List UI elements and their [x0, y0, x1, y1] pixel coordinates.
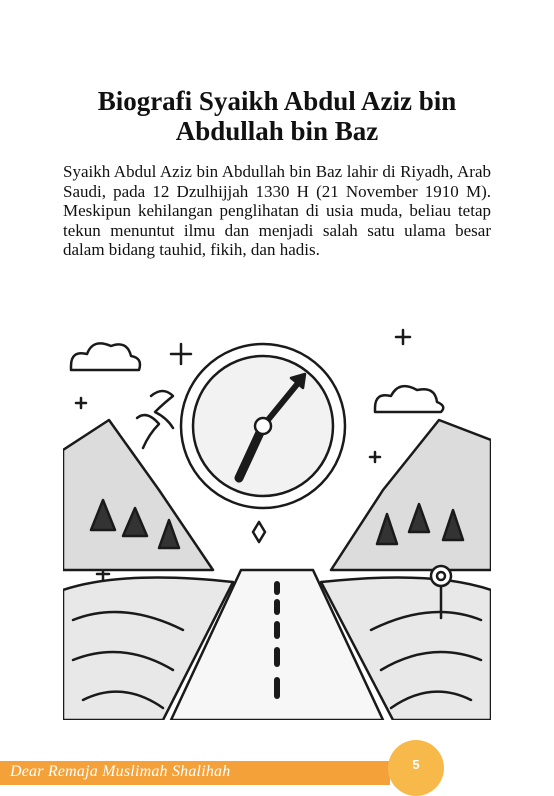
compass-landscape-illustration [63, 300, 491, 720]
page-number-badge [388, 740, 444, 796]
page-title [40, 86, 514, 146]
book-title: Dear Remaja Muslimah Shalihah [10, 763, 231, 780]
cloud-icon [375, 386, 443, 412]
cloud-icon [71, 343, 140, 370]
title-line-2: Abdullah bin Baz [175, 116, 379, 146]
compass-icon [181, 344, 345, 508]
mountain-right [331, 420, 491, 570]
swirl-icon [151, 391, 173, 428]
biography-paragraph: Syaikh Abdul Aziz bin Abdullah bin Baz lahir di Riyadh, Arab Saudi, pada 12 Dzulhijjah 1330 H (21 November 1910 M). Meskipun kehilangan penglihatan di usia muda, beliau tetap tekun menuntut ilmu dan menjadi salah satu ulama besar dalam bidang tauhid, fikih, dan hadis. [63, 162, 491, 260]
title-line-1: Biografi Syaikh Abdul Aziz bin [97, 86, 457, 116]
page-number: 5 [412, 756, 420, 772]
